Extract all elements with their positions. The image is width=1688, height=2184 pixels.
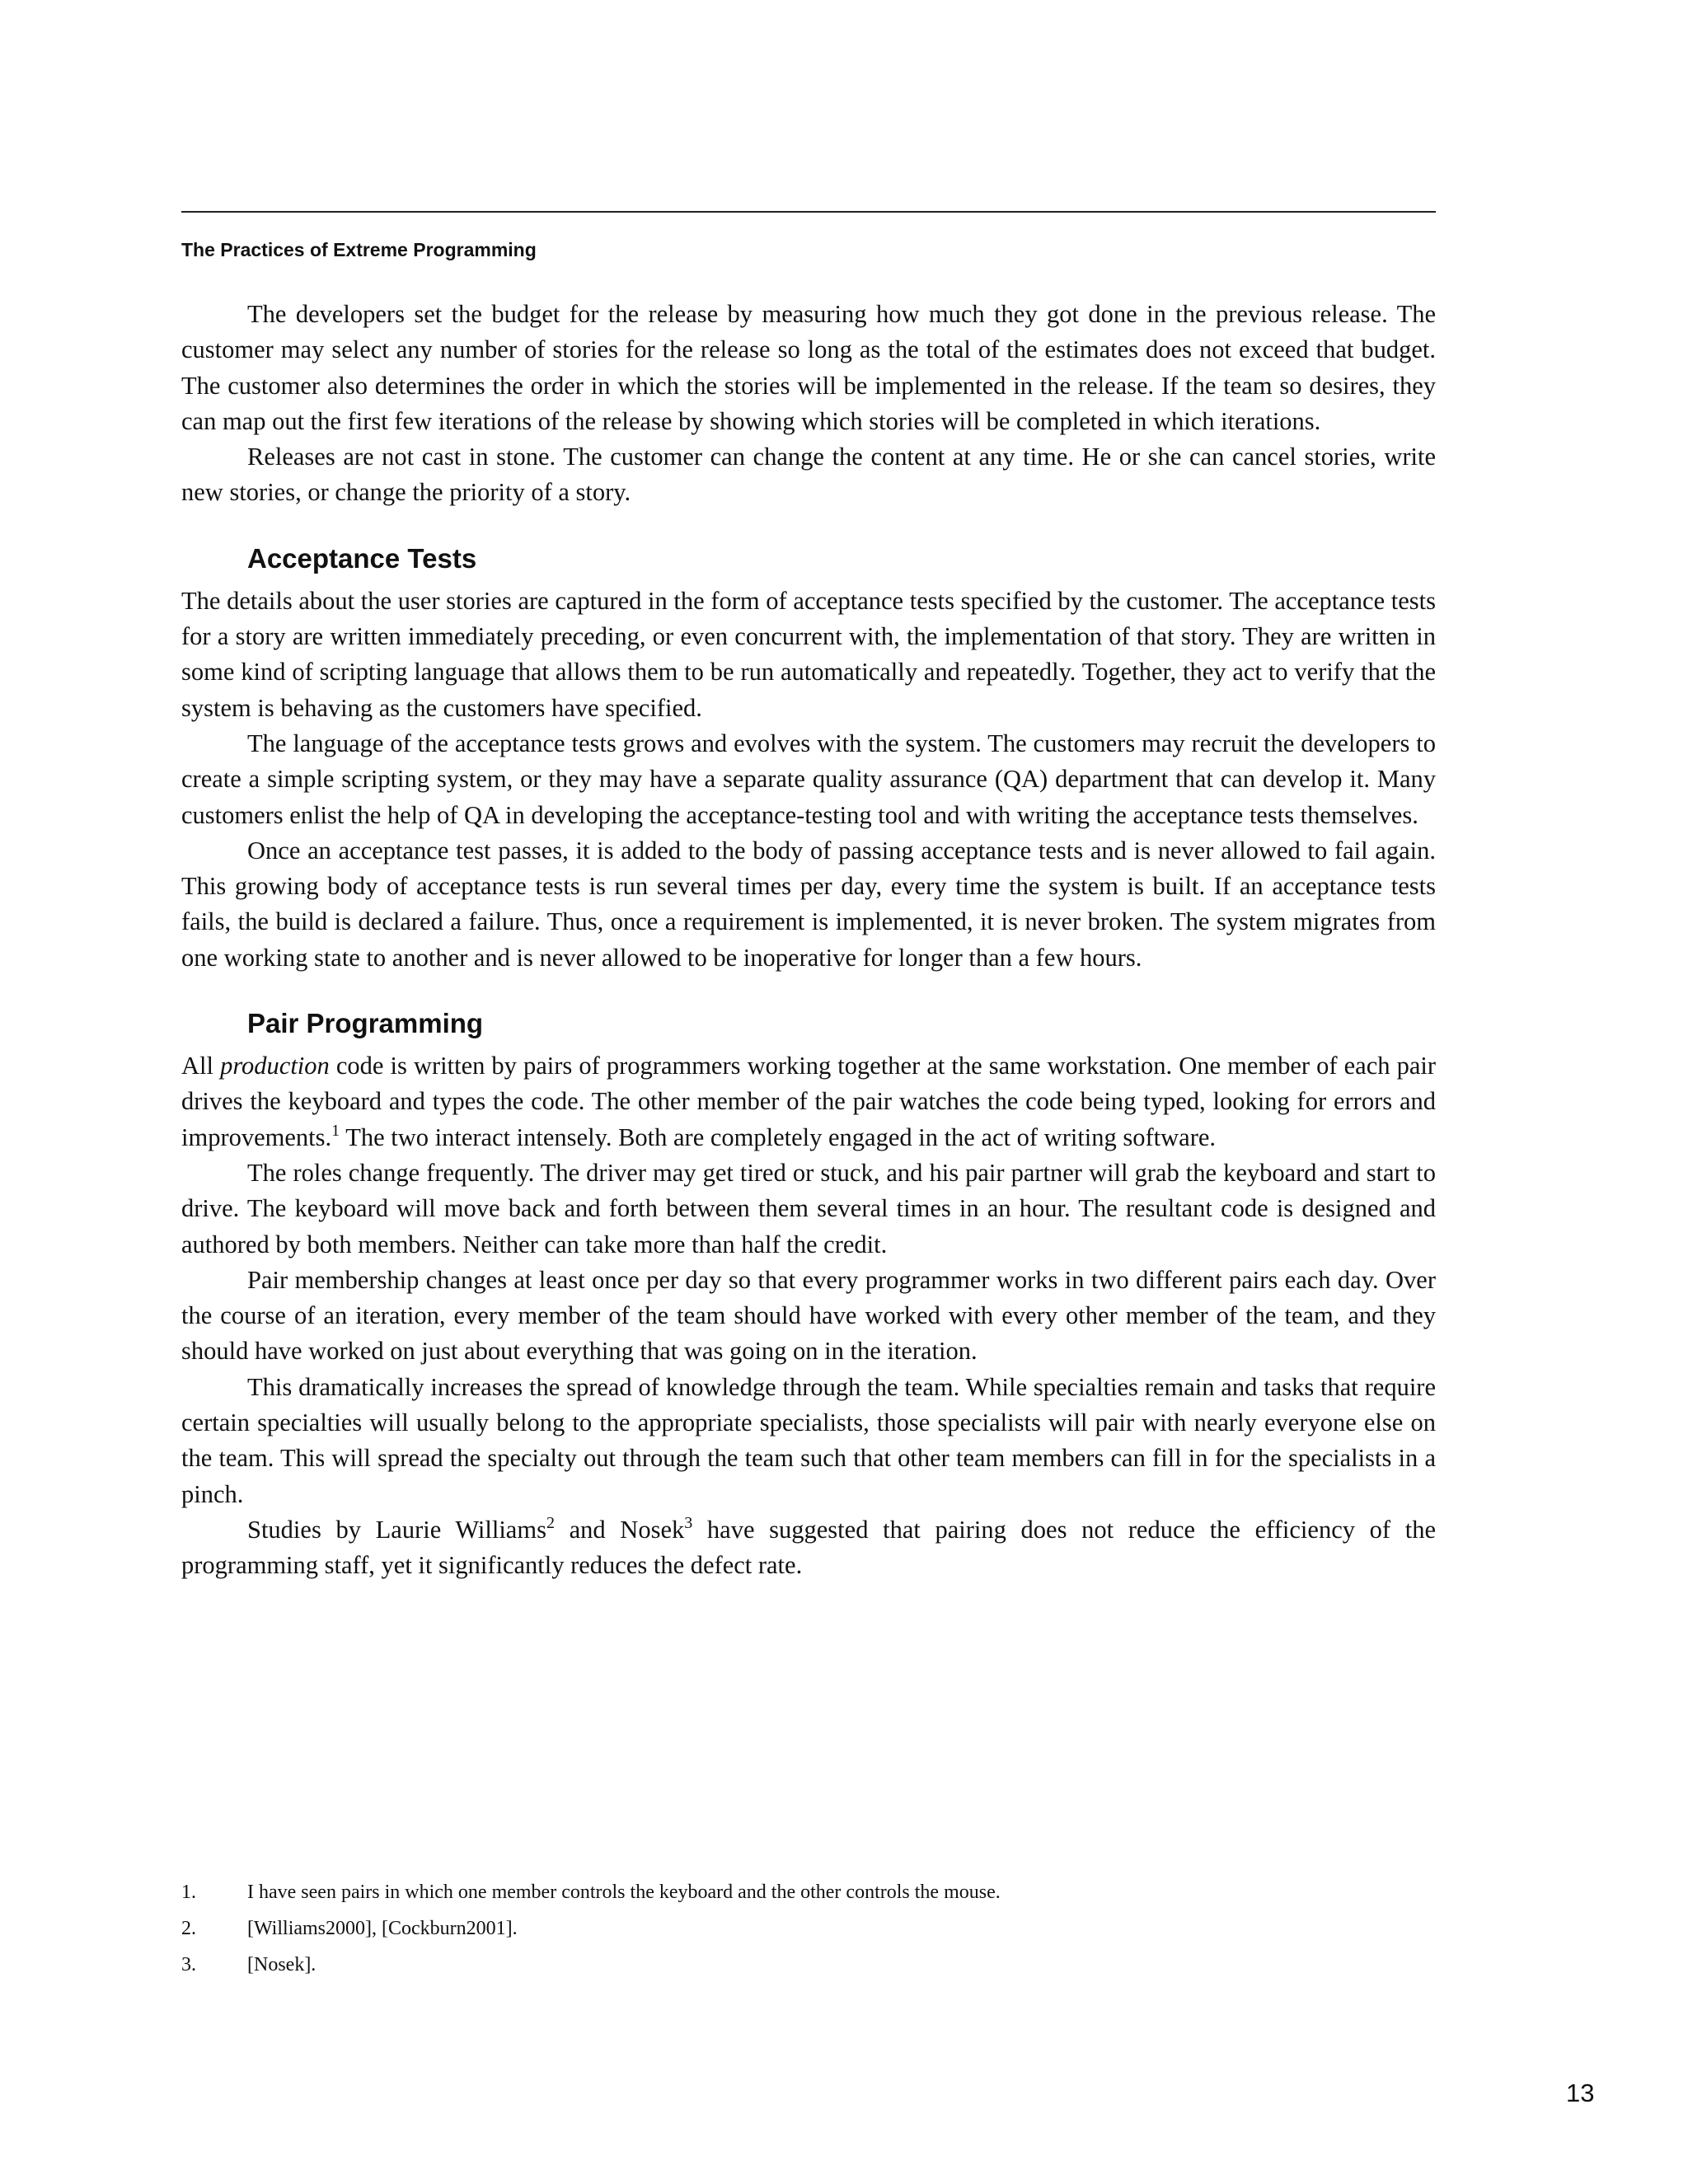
footnote-2 (181, 1918, 1436, 1954)
pair-paragraph-5-end: have suggested that pairing does not reduce the efficiency of the programming staff, yet it significantly reduces the defect rate. (181, 1515, 1436, 1580)
pair-paragraph-5 (181, 1512, 1436, 1584)
section-heading-acceptance-tests: Acceptance Tests (247, 542, 477, 574)
acceptance-paragraph-3: Once an acceptance test passes, it is added to the body of passing acceptance tests and is never allowed to fail again. This growing body of acceptance tests is run several times per day, every time the system is built. If an acceptance tests fails, the build is declared a failure. Thus, once a requirement is implemented, it is never broken. The system migrates from one working state to another and is never allowed to be inoperative for longer than a few hours. (181, 836, 1436, 972)
pair-paragraph-1-start: All (181, 1052, 221, 1080)
footnote-3 (181, 1954, 1436, 1990)
acceptance-paragraph-1: The details about the user stories are captured in the form of acceptance tests specified by the customer. The acceptance tests for a story are written immediately preceding, or even concurrent with, the implementation of that story. They are written in some kind of scripting language that allows them to be run automatically and repeatedly. Together, they act to verify that the system is behaving as the customers have specified. (181, 586, 1436, 722)
header-rule (181, 211, 1436, 213)
emphasis-production: production (220, 1052, 330, 1080)
page-body (181, 297, 1436, 1584)
footnote-1 (181, 1882, 1436, 1918)
acceptance-paragraph-2: The language of the acceptance tests grows and evolves with the system. The customers may recruit the developers to create a simple scripting system, or they may have a separate quality assurance (QA) department that can develop it. Many customers enlist the help of QA in developing the acceptance-testing tool and with writing the acceptance tests themselves. (181, 729, 1436, 829)
footnote-number: 2. (181, 1918, 196, 1939)
footnote-number: 1. (181, 1882, 196, 1903)
pair-paragraph-2: The roles change frequently. The driver may get tired or stuck, and his pair partner will grab the keyboard and start to drive. The keyboard will move back and forth between them several times in an hour. The resultant code is designed and authored by both members. Neither can take more than half the credit. (181, 1158, 1436, 1258)
page-number: 13 (1566, 2079, 1595, 2107)
pair-paragraph-4: This dramatically increases the spread of knowledge through the team. While specialties remain and tasks that require certain specialties will usually belong to the appropriate specialists, those specialists will pair with nearly everyone else on the team. This will spread the specialty out through the team such that other team members can fill in for the specialists in a pinch. (181, 1372, 1436, 1508)
footnote-ref-3: 3 (684, 1513, 693, 1532)
footnote-ref-2: 2 (546, 1513, 555, 1532)
footnote-text: [Williams2000], [Cockburn2001]. (247, 1918, 518, 1939)
footnote-number: 3. (181, 1954, 196, 1975)
running-head: The Practices of Extreme Programming (181, 239, 537, 260)
footnote-ref-1: 1 (331, 1121, 340, 1140)
pair-paragraph-5-middle: and Nosek (554, 1515, 685, 1544)
pair-paragraph-1-middle: code is written by pairs of programmers working together at the same workstation. One member of each pair drives the keyboard and types the code. The other member of the pair watches the code being typed, looking for errors and improvements. (181, 1052, 1436, 1151)
footnote-text: I have seen pairs in which one member controls the keyboard and the other controls the mouse. (247, 1882, 1001, 1903)
pair-paragraph-3: Pair membership changes at least once per day so that every programmer works in two different pairs each day. Over the course of an iteration, every member of the team should have worked with every other member of the team, and they should have worked on just about everything that was going on in the iteration. (181, 1265, 1436, 1366)
pair-paragraph-1 (181, 1048, 1436, 1155)
pair-paragraph-1-end: The two interact intensely. Both are completely engaged in the act of writing software. (340, 1122, 1217, 1151)
section-heading-pair-programming: Pair Programming (247, 1008, 484, 1039)
footnote-text: [Nosek]. (247, 1954, 316, 1975)
pair-paragraph-5-start: Studies by Laurie Williams (247, 1515, 546, 1544)
release-paragraph-1: The developers set the budget for the release by measuring how much they got done in the previous release. The customer may select any number of stories for the release so long as the total of the estimates does not exceed that budget. The customer also determines the order in which the stories will be implemented in the release. If the team so desires, they can map out the first few iterations of the release by showing which stories will be completed in which iterations. (181, 300, 1436, 435)
release-paragraph-2: Releases are not cast in stone. The customer can change the content at any time. He or she can cancel stories, write new stories, or change the priority of a story. (181, 443, 1436, 507)
footnotes (181, 1882, 1436, 1990)
